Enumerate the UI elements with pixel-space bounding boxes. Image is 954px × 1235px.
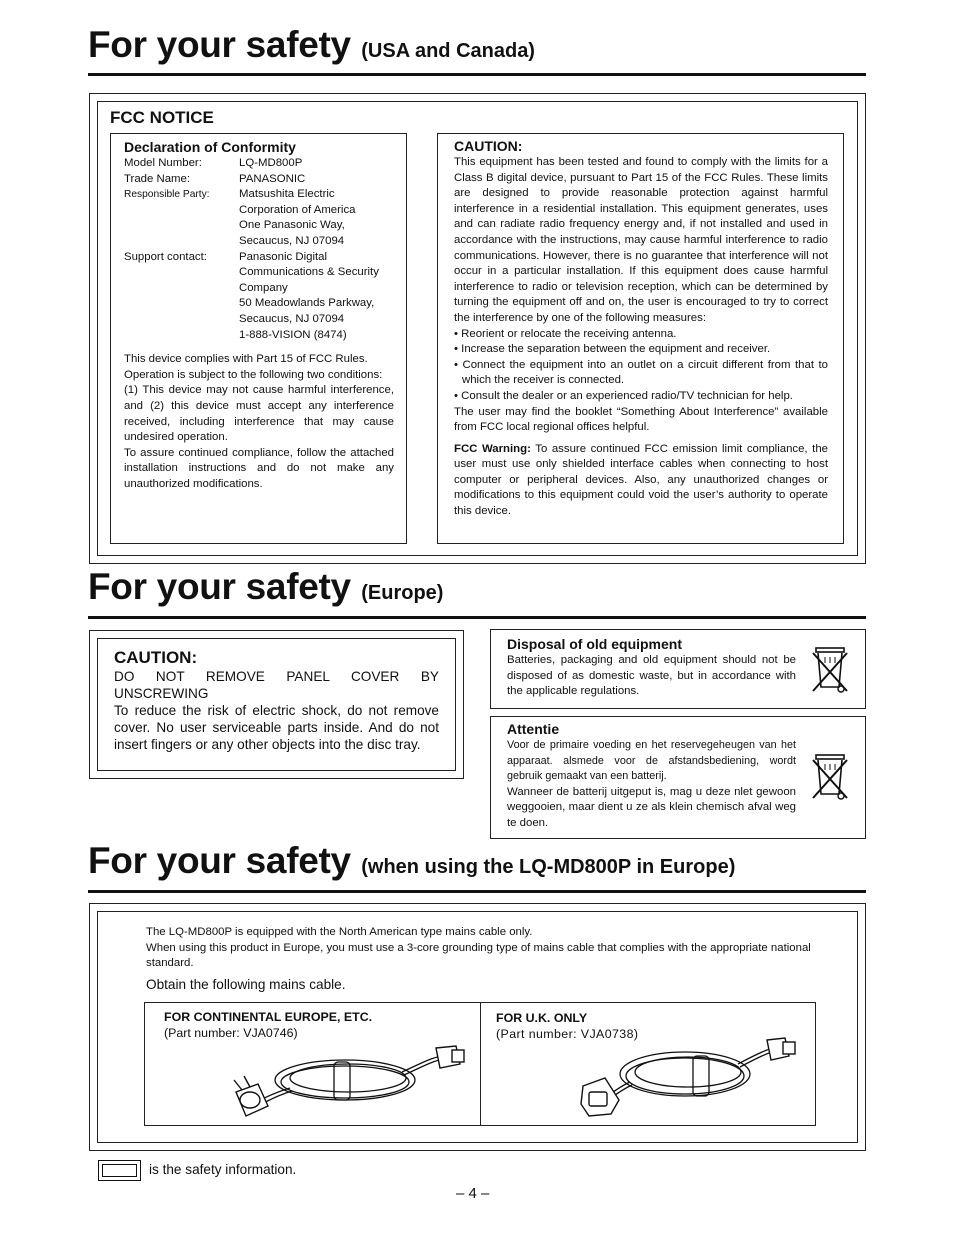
europe-caution-line1: DO NOT REMOVE PANEL COVER BY xyxy=(114,669,439,684)
attentie-heading: Attentie xyxy=(507,721,560,737)
mains-line2: When using this product in Europe, you must use a 3-core grounding type of mains cable that complies with the appropriate national standard. xyxy=(146,941,811,970)
decl-row: Model Number: LQ-MD800P xyxy=(124,157,303,169)
europe-caution-heading: CAUTION: xyxy=(114,648,198,667)
attentie-text: Wanneer de batterij uitgeput is, mag u deze nlet gewoon weggooien, maar dient u ze als klein chemisch afval weg te doen. xyxy=(507,785,796,829)
fcc-booklet-text: The user may find the booklet “Something About Interference” available from FCC local regional offices helpful. xyxy=(454,405,828,434)
uk-heading: FOR U.K. ONLY xyxy=(496,1011,588,1025)
fcc-caution-bullet: • Reorient or relocate the receiving antenna. xyxy=(454,327,677,340)
mains-text xyxy=(146,925,836,994)
waste-bin-crossed-icon xyxy=(810,645,850,695)
safety-legend-text: is the safety information. xyxy=(149,1162,297,1177)
attentie-content xyxy=(507,720,796,832)
fcc-caution-bullet: • Increase the separation between the equipment and receiver. xyxy=(454,343,771,356)
fcc-warning xyxy=(454,442,828,520)
europe-caution-text: To reduce the risk of electric shock, do not remove cover. No user serviceable parts inside. And do not insert fingers or any other objects into the disc tray. xyxy=(114,703,439,753)
declaration-text: This device complies with Part 15 of FCC Rules. xyxy=(124,353,368,366)
continental-part: (Part number: VJA0746) xyxy=(164,1026,298,1040)
disposal-text: Batteries, packaging and old equipment should not be disposed of as domestic waste, but in accordance with the applicable regulations. xyxy=(507,654,796,698)
safety-legend-box xyxy=(98,1160,141,1181)
continental-heading: FOR CONTINENTAL EUROPE, ETC. xyxy=(164,1010,373,1024)
fcc-caution-heading: CAUTION: xyxy=(454,138,523,154)
continental-plug-cable-icon xyxy=(230,1044,470,1120)
title-rule xyxy=(88,890,866,893)
title-rule xyxy=(88,73,866,76)
section-title-usa xyxy=(88,24,535,66)
disposal-heading: Disposal of old equipment xyxy=(507,636,683,652)
waste-bin-crossed-icon xyxy=(810,752,850,802)
decl-row: Support contact: Panasonic Digital Communications & Security Company 50 Meadowlands Parkway, Secaucus, NJ 07094 1-888-VISION (8474) xyxy=(124,250,379,341)
declaration-text: To assure continued compliance, follow the attached installation instructions and do not make any unauthorized modifications. xyxy=(124,446,394,490)
title-rule xyxy=(88,616,866,619)
uk-part: (Part number: VJA0738) xyxy=(496,1027,639,1041)
fcc-warning-label: FCC Warning: xyxy=(454,442,531,455)
cable-table-divider xyxy=(480,1002,481,1126)
declaration-text: Operation is subject to the following two conditions: xyxy=(124,368,383,381)
decl-row: Responsible Party: Matsushita Electric Corporation of America One Panasonic Way, Secaucus, NJ 07094 xyxy=(124,188,356,247)
disposal-content xyxy=(507,635,796,700)
fcc-caution-bullet: • Connect the equipment into an outlet on a circuit different from that to which the receiver is connected. xyxy=(454,358,828,387)
uk-plug-cable-icon xyxy=(575,1034,800,1120)
europe-caution-content xyxy=(114,648,439,754)
continental-cable-cell xyxy=(164,1010,372,1041)
page-title: For your safety xyxy=(88,24,351,65)
section-title-europe: For your safety (Europe) xyxy=(88,566,444,607)
mains-obtain: Obtain the following mains cable. xyxy=(146,976,346,992)
declaration-content xyxy=(124,138,394,492)
declaration-text: (1) This device may not cause harmful interference, and (2) this device must accept any interference received, including interference that may cause undesired operation. xyxy=(124,384,394,444)
decl-row: Trade Name: PANASONIC xyxy=(124,172,306,185)
fcc-caution-content xyxy=(454,137,828,520)
mains-line1: The LQ-MD800P is equipped with the North American type mains cable only. xyxy=(146,926,533,938)
section-title-lq: For your safety (when using the LQ-MD800P in Europe) xyxy=(88,840,736,881)
fcc-notice-heading: FCC NOTICE xyxy=(110,108,214,127)
europe-caution-line2: UNSCREWING xyxy=(114,686,209,701)
declaration-heading: Declaration of Conformity xyxy=(124,139,296,155)
attentie-text: Voor de primaire voeding en het reservegeheugen van het apparaat. alsmede voor de afstandsbediening, wordt gebruik gemaakt van een batterij. xyxy=(507,739,796,783)
fcc-caution-intro: This equipment has been tested and found to comply with the limits for a Class B digital device, pursuant to Part 15 of the FCC Rules. These limits are designed to provide reasonable protection against harmful interference in a residential installation. This equipment generates, uses and can radiate radio frequency energy and, if not installed and used in accordance with the instructions, may cause harmful interference to radio communications. However, there is no guarantee that interference will not occur in a particular installation. If this equipment does cause harmful interference to radio or television reception, which can be determined by turning the equipment off and on, the user is encouraged to try to correct the interference by one of the following measures: xyxy=(454,156,828,324)
fcc-warning-text: To assure continued FCC emission limit compliance, the user must use only shielded interface cables when connecting to host computer or peripheral devices. Also, any unauthorized changes or modifications to this equipment could void the user’s authority to operate this device. xyxy=(454,442,828,518)
page-subtitle: (USA and Canada) xyxy=(361,40,535,62)
page-number: – 4 – xyxy=(456,1185,490,1202)
fcc-caution-bullet: • Consult the dealer or an experienced radio/TV technician for help. xyxy=(454,389,793,402)
